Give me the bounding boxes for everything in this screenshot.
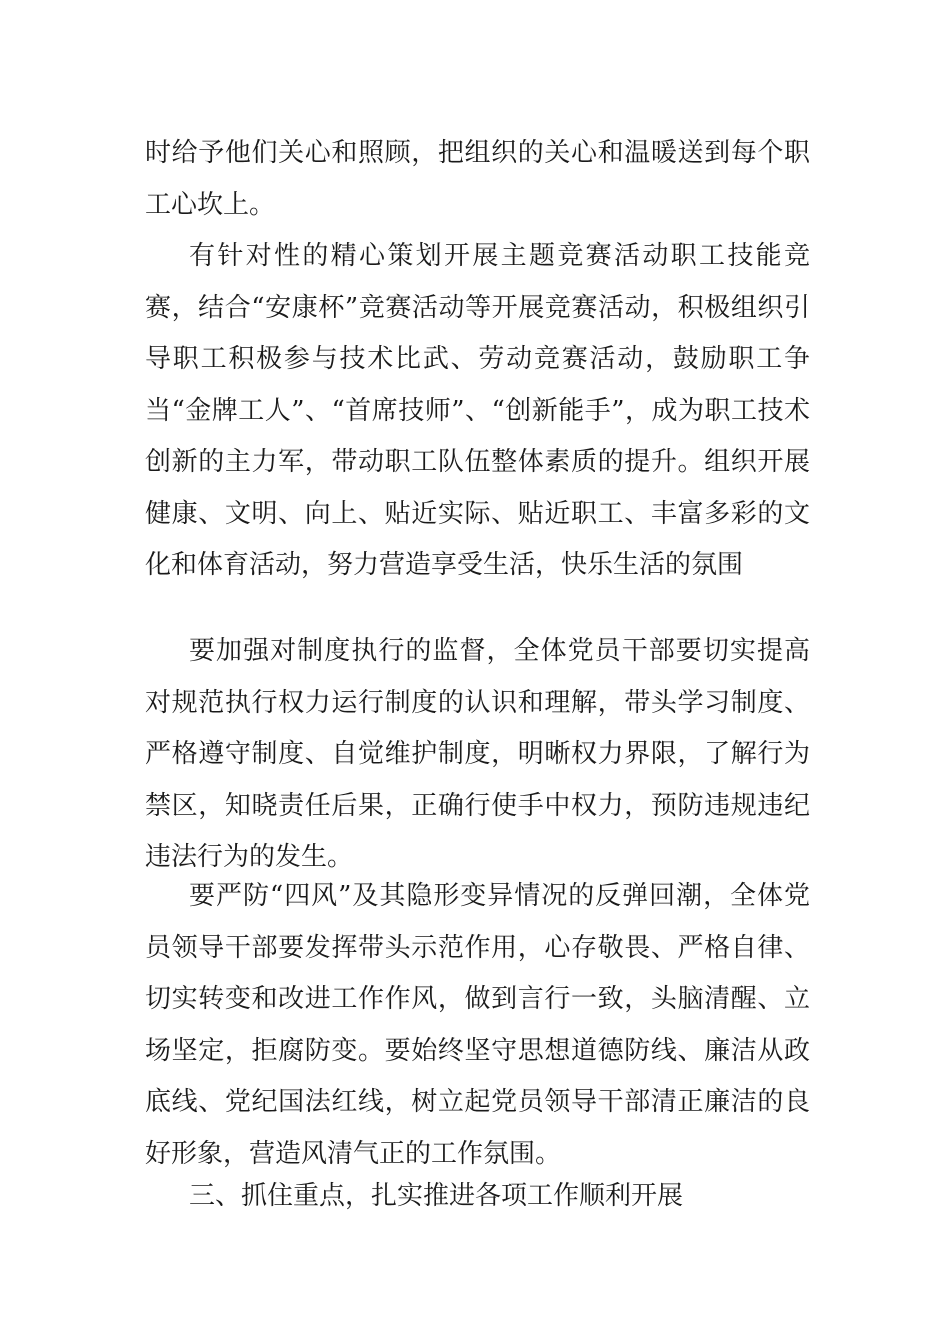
paragraph-skills-competition: 有针对性的精心策划开展主题竞赛活动职工技能竞赛，结合“安康杯”竞赛活动等开展竞赛活动，积极组织引导职工积极参与技术比武、劳动竞赛活动，鼓励职工争当“金牌工人”、“首席技师”、“创新能手”，成为职工技术创新的主力军，带动职工队伍整体素质的提升。组织开展健康、文明、向上、贴近实际、贴近职工、丰富多彩的文化和体育活动，努力营造享受生活，快乐生活的氛围 <box>145 241 810 580</box>
paragraph-system-supervision: 要加强对制度执行的监督，全体党员干部要切实提高对规范执行权力运行制度的认识和理解，带头学习制度、严格遵守制度、自觉维护制度，明晰权力界限，了解行为禁区，知晓责任后果，正确行使手中权力，预防违规违纪违法行为的发生。 <box>145 636 810 872</box>
section-heading: 三、抓住重点，扎实推进各项工作顺利开展 <box>189 1181 684 1211</box>
paragraph-four-winds: 要严防“四风”及其隐形变异情况的反弹回潮，全体党员领导干部要发挥带头示范作用，心存敬畏、严格自律、切实转变和改进工作作风，做到言行一致，头脑清醒、立场坚定，拒腐防变。要始终坚守思想道德防线、廉洁从政底线、党纪国法红线，树立起党员领导干部清正廉洁的良好形象，营造风清气正的工作氛围。 <box>145 881 810 1169</box>
paragraph-continuation: 时给予他们关心和照顾，把组织的关心和温暖送到每个职工心坎上。 <box>145 138 810 220</box>
